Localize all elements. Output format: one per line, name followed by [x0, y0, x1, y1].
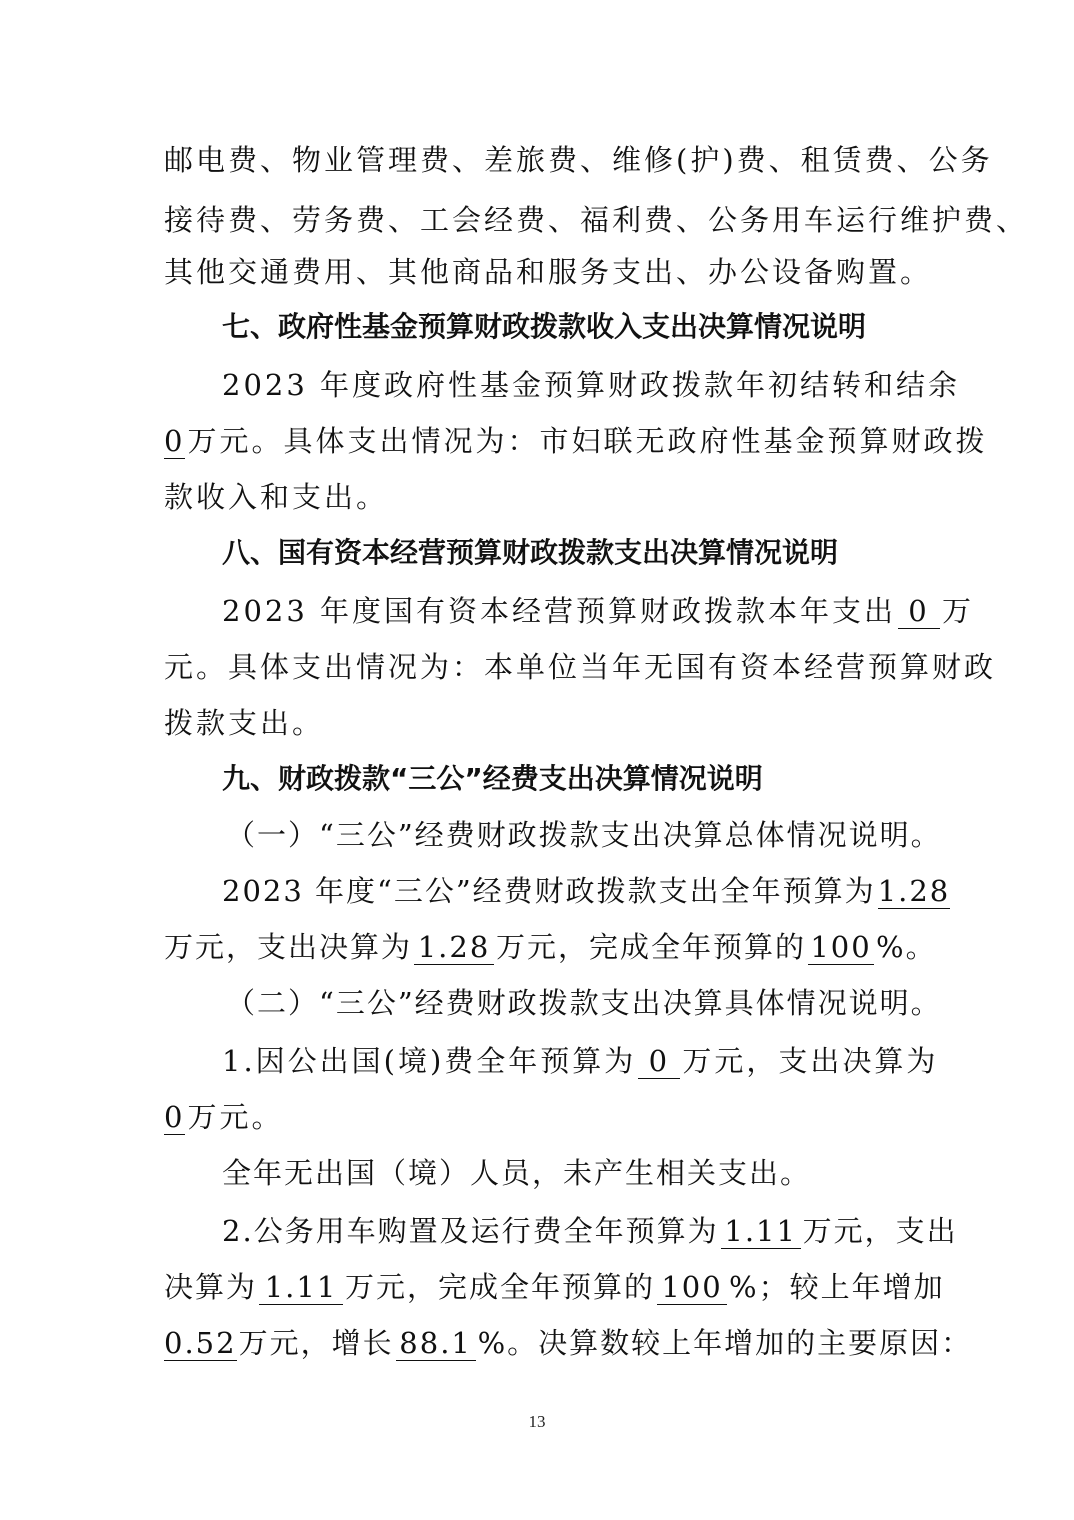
body-line	[0, 1202, 1074, 1260]
underlined-value: 0	[638, 1044, 680, 1079]
text-segment: 其他交通费用、其他商品和服务支出、办公设备购置。	[164, 255, 933, 289]
text-segment: 款收入和支出。	[164, 480, 389, 514]
page-number: 13	[528, 1412, 546, 1431]
text-segment: 万元，增长	[238, 1326, 394, 1360]
text-segment: 接待费、劳务费、工会经费、福利费、公务用车运行维护费、	[164, 203, 1029, 237]
heading-text: 七、政府性基金预算财政拨款收入支出决算情况说明	[222, 310, 867, 343]
body-line	[0, 638, 1074, 696]
body-line	[0, 918, 1074, 976]
text-group	[222, 862, 952, 920]
heading-text: 八、国有资本经营预算财政拨款支出决算情况说明	[222, 536, 839, 569]
text-segment: 万元。具体支出情况为：市妇联无政府性基金预算财政拨	[187, 424, 988, 458]
underlined-value: 1.11	[721, 1214, 801, 1249]
body-line	[0, 1314, 1074, 1372]
text-group	[164, 1258, 945, 1316]
text-group	[164, 918, 937, 976]
text-segment: 元。具体支出情况为：本单位当年无国有资本经营预算财政	[164, 650, 997, 684]
body-line	[0, 468, 1074, 526]
text-segment: 全年无出国（境）人员，未产生相关支出。	[222, 1156, 812, 1190]
text-segment: 邮电费、物业管理费、差旅费、维修(护)费、租赁费、公务	[164, 143, 993, 177]
section-heading	[0, 524, 1074, 582]
text-group	[222, 582, 974, 640]
body-line	[0, 191, 1074, 249]
text-segment: %。	[876, 930, 937, 964]
section-heading	[0, 298, 1074, 356]
body-line	[0, 1032, 1074, 1090]
text-segment: %；较上年增加	[729, 1270, 945, 1304]
underlined-value: 0	[164, 1100, 186, 1134]
body-line	[0, 131, 1074, 189]
text-segment: 2.公务用车购置及运行费全年预算为	[222, 1214, 719, 1248]
text-group	[222, 1202, 958, 1260]
underlined-value: 0	[898, 594, 940, 629]
body-line	[0, 356, 1074, 414]
underlined-value: 100	[657, 1270, 727, 1305]
body-line	[0, 806, 1074, 864]
underlined-value: 88.1	[396, 1326, 476, 1361]
body-line	[0, 862, 1074, 920]
text-group	[164, 1088, 283, 1146]
underlined-value: 0	[164, 424, 186, 458]
body-line	[0, 1144, 1074, 1202]
body-line	[0, 694, 1074, 752]
body-line	[0, 1088, 1074, 1146]
body-line	[0, 974, 1074, 1032]
body-line	[0, 412, 1074, 470]
text-segment: 决算为	[164, 1270, 258, 1304]
text-segment: 万元，支出决算为	[164, 930, 413, 964]
body-line	[0, 582, 1074, 640]
text-segment: 万元。	[187, 1100, 284, 1134]
underlined-value: 100	[808, 930, 874, 965]
text-segment: 万元，完成全年预算的	[345, 1270, 656, 1304]
text-segment: 万元，完成全年预算的	[496, 930, 807, 964]
subsection-text: （一）“三公”经费财政拨款支出决算总体情况说明。	[226, 818, 942, 852]
text-segment: 万元，支出决算为	[682, 1044, 939, 1078]
text-group	[164, 1314, 972, 1372]
text-segment: 2023 年度国有资本经营预算财政拨款本年支出	[222, 594, 897, 628]
text-segment: 拨款支出。	[164, 706, 325, 740]
text-segment: 万元，支出	[802, 1214, 958, 1248]
text-segment: %。决算数较上年增加的主要原因：	[477, 1326, 973, 1360]
text-segment: 1.因公出国(境)费全年预算为	[222, 1044, 637, 1078]
underlined-value: 0.52	[164, 1326, 237, 1360]
heading-text: 九、财政拨款“三公”经费支出决算情况说明	[222, 762, 763, 795]
underlined-value: 1.28	[877, 874, 951, 908]
body-line	[0, 1258, 1074, 1316]
body-line	[0, 243, 1074, 301]
text-segment: 2023 年度“三公”经费财政拨款支出全年预算为	[222, 874, 876, 908]
subsection-text: （二）“三公”经费财政拨款支出决算具体情况说明。	[226, 986, 942, 1020]
underlined-value: 1.28	[414, 930, 494, 965]
text-group	[222, 1032, 938, 1090]
underlined-value: 1.11	[259, 1270, 343, 1305]
section-heading	[0, 750, 1074, 808]
text-segment: 2023 年度政府性基金预算财政拨款年初结转和结余	[222, 368, 961, 402]
text-segment: 万	[942, 594, 975, 628]
text-group	[164, 412, 987, 470]
